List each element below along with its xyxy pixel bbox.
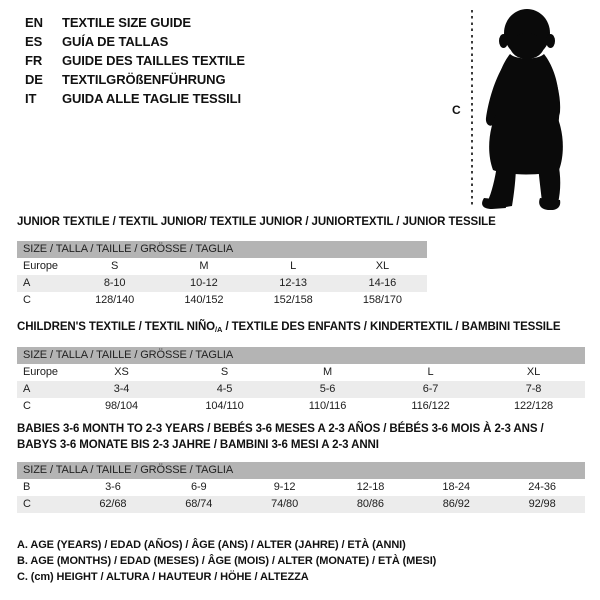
babies-size-header-bar: SIZE / TALLA / TAILLE / GRÖSSE / TAGLIA: [17, 462, 585, 479]
children-section-title: [17, 320, 585, 335]
babies-title-line2: BABYS 3-6 MONATE BIS 2-3 JAHRE / BAMBINI 3-6 MESI A 2-3 ANNI: [17, 439, 379, 451]
children-textile-section: [17, 320, 585, 415]
table-cell: 128/140: [95, 294, 135, 306]
table-cell: 158/170: [362, 294, 402, 306]
junior-size-header-bar: SIZE / TALLA / TAILLE / GRÖSSE / TAGLIA: [17, 241, 427, 258]
language-title: GUIDA ALLE TAGLIE TESSILI: [62, 91, 242, 106]
table-cell: 4-5: [216, 383, 233, 395]
junior-textile-section: [17, 215, 496, 309]
table-row: [17, 381, 585, 398]
table-cell: S: [111, 260, 119, 272]
language-code: FR: [25, 53, 43, 68]
language-row: [25, 51, 245, 70]
table-cell: 80/86: [356, 498, 384, 510]
table-cell: 6-7: [422, 383, 439, 395]
language-code: DE: [25, 72, 43, 87]
children-title-post: / TEXTILE DES ENFANTS / KINDERTEXTIL / BAMBINI TESSILE: [222, 321, 561, 333]
table-row: [17, 398, 585, 415]
table-cell: M: [199, 260, 209, 272]
language-title: GUIDE DES TAILLES TEXTILE: [62, 53, 245, 68]
language-row: [25, 70, 245, 89]
language-row: [25, 13, 245, 32]
footnote-list: [17, 537, 436, 585]
table-cell: M: [322, 366, 333, 378]
language-code: ES: [25, 34, 43, 49]
row-label: Europe: [23, 366, 58, 378]
table-cell: 12-18: [356, 481, 385, 493]
language-title: GUÍA DE TALLAS: [62, 34, 169, 49]
language-code: EN: [25, 15, 43, 30]
table-cell: 122/128: [513, 400, 554, 412]
table-cell: 7-8: [525, 383, 542, 395]
table-cell: 74/80: [271, 498, 299, 510]
table-cell: XS: [114, 366, 129, 378]
row-label: Europe: [23, 260, 58, 272]
table-cell: 3-6: [105, 481, 121, 493]
table-cell: 14-16: [368, 277, 397, 289]
toddler-silhouette-icon: [480, 8, 572, 210]
table-cell: L: [290, 260, 297, 272]
table-cell: 68/74: [185, 498, 213, 510]
table-cell: 12-13: [279, 277, 307, 289]
babies-section-title: [17, 422, 585, 453]
row-label: B: [23, 481, 31, 493]
table-row: [17, 275, 427, 292]
table-cell: 10-12: [190, 277, 218, 289]
table-cell: 18-24: [442, 481, 471, 493]
table-cell: 62/68: [99, 498, 127, 510]
junior-section-title: JUNIOR TEXTILE / TEXTIL JUNIOR/ TEXTILE JUNIOR / JUNIORTEXTIL / JUNIOR TESSILE: [17, 216, 496, 228]
table-cell: 24-36: [528, 481, 556, 493]
babies-title-line1: BABIES 3-6 MONTH TO 2-3 YEARS / BEBÉS 3-6 MESES A 2-3 AÑOS / BÉBÉS 3-6 MOIS À 2-3 ANS /: [17, 423, 544, 435]
table-cell: 152/158: [273, 294, 313, 306]
language-title: TEXTILE SIZE GUIDE: [62, 15, 191, 30]
table-cell: 6-9: [190, 481, 207, 493]
children-title-subscript: /A: [215, 325, 223, 334]
table-cell: 5-6: [319, 383, 336, 395]
table-cell: 98/104: [104, 400, 139, 412]
table-cell: 116/122: [411, 400, 450, 412]
footnote-a: A. AGE (YEARS) / EDAD (AÑOS) / ÂGE (ANS) / ALTER (JAHRE) / ETÀ (ANNI): [17, 539, 406, 551]
language-code: IT: [25, 91, 37, 106]
table-cell: XL: [526, 366, 541, 378]
table-cell: 92/98: [528, 498, 556, 510]
footnote-b: B. AGE (MONTHS) / EDAD (MESES) / ÂGE (MOIS) / ALTER (MONATE) / ETÀ (MESI): [17, 555, 437, 567]
language-title: TEXTILGRÖßENFÜHRUNG: [62, 72, 226, 87]
height-measure-label: C: [452, 103, 461, 117]
row-label: A: [23, 277, 31, 289]
table-cell: 104/110: [205, 400, 244, 412]
language-row: [25, 89, 245, 108]
footnote-c: C. (cm) HEIGHT / ALTURA / HAUTEUR / HÖHE / ALTEZZA: [17, 571, 309, 583]
table-row: [17, 258, 427, 275]
table-cell: XL: [375, 260, 389, 272]
row-label: C: [23, 294, 31, 306]
children-title-pre: CHILDREN'S TEXTILE / TEXTIL NIÑO: [17, 321, 216, 333]
table-cell: 86/92: [442, 498, 470, 510]
children-size-header-bar: SIZE / TALLA / TAILLE / GRÖSSE / TAGLIA: [17, 347, 585, 364]
language-row: [25, 32, 245, 51]
table-cell: 140/152: [184, 294, 224, 306]
language-title-list: [25, 13, 245, 108]
table-row: [17, 364, 585, 381]
table-row: [17, 479, 585, 496]
height-measure-dashed-line: [471, 10, 473, 208]
table-cell: 9-12: [273, 481, 296, 493]
babies-textile-section: [17, 422, 585, 513]
table-cell: 8-10: [103, 277, 126, 289]
table-cell: 110/116: [308, 400, 347, 412]
row-label: A: [23, 383, 31, 395]
table-row: [17, 496, 585, 513]
table-cell: 3-4: [113, 383, 130, 395]
table-cell: L: [427, 366, 434, 378]
row-label: C: [23, 400, 31, 412]
table-row: [17, 292, 427, 309]
table-cell: S: [220, 366, 229, 378]
row-label: C: [23, 498, 31, 510]
